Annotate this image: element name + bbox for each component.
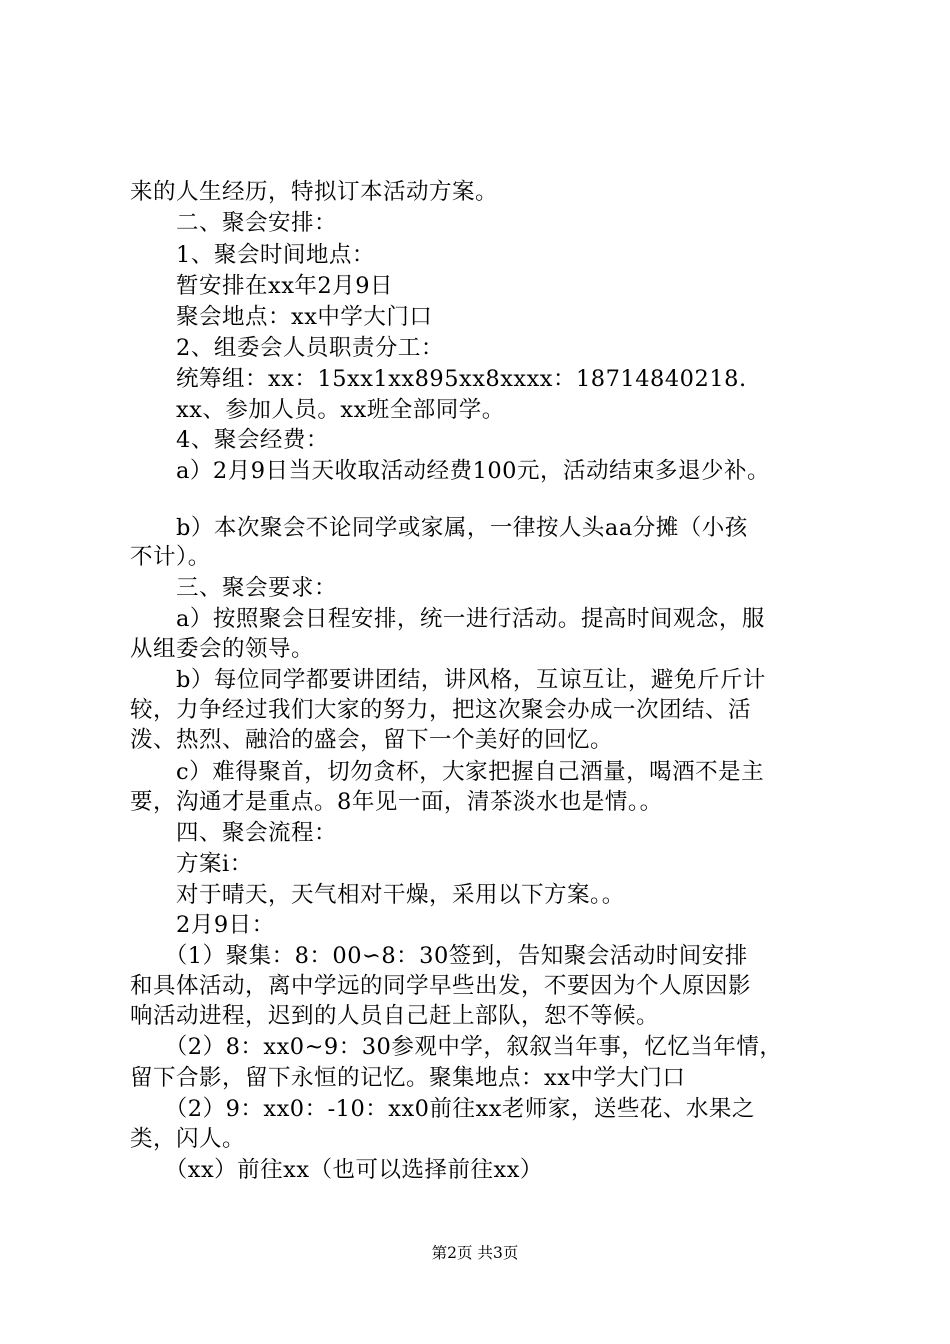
text-line: 留下合影，留下永恒的记忆。聚集地点：xx中学大门口 [130,1065,686,1091]
text-line: 统筹组：xx：15xx1xx895xx8xxxx：18714840218. [130,366,747,392]
text-line: 类，闪人。 [130,1126,246,1152]
text-line: 对于晴天，天气相对干燥，采用以下方案。。 [130,882,625,908]
text-line: 响活动进程，迟到的人员自己赶上部队，恕不等候。 [130,1003,660,1029]
page-number-footer: 第2页 共3页 [431,1244,519,1262]
text-line: c）难得聚首，切勿贪杯，大家把握自己酒量，喝酒不是主 [130,759,765,785]
text-line: （2）8：xx0~9：30参观中学，叙叙当年事，忆忆当年情， [130,1034,783,1060]
text-line: 要，沟通才是重点。8年见一面，清茶淡水也是情。。 [130,789,663,815]
text-line: （1）聚集：8：00∽8：30签到，告知聚会活动时间安排 [130,943,748,969]
text-line: 暂安排在xx年2月9日 [130,273,394,299]
text-line: 方案ⅰ： [130,851,253,877]
text-line: 较，力争经过我们大家的努力，把这次聚会办成一次团结、活 [130,697,752,723]
text-line: b）每位同学都要讲团结，讲风格，互谅互让，避免斤斤计 [130,667,766,693]
text-line: （xx）前往xx（也可以选择前往xx） [130,1157,543,1183]
text-line: 从组委会的领导。 [130,636,315,662]
text-line: 2月9日： [130,912,275,938]
text-line: 和具体活动，离中学远的同学早些出发，不要因为个人原因影 [130,973,752,999]
subsection-heading: 1、聚会时间地点： [130,242,375,268]
section-heading: 三、聚会要求： [130,575,338,601]
section-heading: 二、聚会安排： [130,210,338,236]
text-line: 聚会地点：xx中学大门口 [130,304,433,330]
subsection-heading: 4、聚会经费： [130,427,329,453]
subsection-heading: 2、组委会人员职责分工： [130,335,444,361]
text-line: a）按照聚会日程安排，统一进行活动。提高时间观念，服 [130,606,765,632]
text-line: b）本次聚会不论同学或家属，一律按人头aa分摊（小孩 [130,515,748,541]
text-line: 不计）。 [130,544,211,570]
text-line: xx、参加人员。xx班全部同学。 [130,397,505,423]
text-line: a）2月9日当天收取活动经费100元，活动结束多退少补。 [130,458,770,484]
text-line: 泼、热烈、融洽的盛会，留下一个美好的回忆。 [130,727,614,753]
text-line: （2）9：xx0：-10：xx0前往xx老师家，送些花、水果之 [130,1096,755,1122]
text-line: 来的人生经历，特拟订本活动方案。 [130,179,499,205]
section-heading: 四、聚会流程： [130,820,338,846]
